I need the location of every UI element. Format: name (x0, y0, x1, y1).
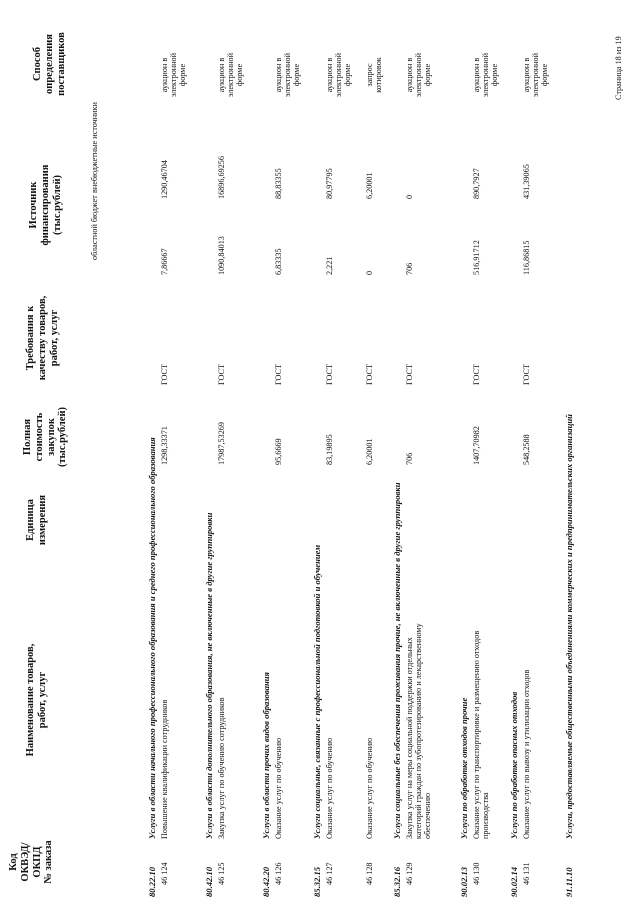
row-name-line: Оказание услуг по обучению (325, 737, 334, 839)
row-extra-budget: 0 (405, 194, 414, 199)
row-name (405, 623, 433, 839)
header-method (32, 8, 67, 120)
row-method-line: аукцион в (274, 57, 283, 93)
row-requirement: ГОСТ (405, 363, 414, 385)
row-method (160, 35, 188, 115)
row-method-line: электронной (414, 52, 424, 98)
row-requirement: ГОСТ (522, 363, 531, 385)
group-title: Услуги в области дополнительного образования, не включенные в другие группировки (204, 512, 214, 839)
header-source (28, 140, 63, 270)
row-cost: 548,2588 (522, 434, 531, 465)
row-method-line: аукцион в (160, 57, 169, 93)
header-source-extra: внебюджетные источники (90, 102, 99, 193)
row-cost: 1407,70982 (472, 426, 481, 465)
row-method (365, 35, 383, 115)
row-requirement: ГОСТ (365, 363, 374, 385)
header-code (8, 823, 55, 901)
row-order-number: 46 128 (365, 862, 374, 885)
row-method-line: электронной (226, 52, 236, 98)
row-method-line: аукцион в (522, 57, 531, 93)
row-order-number: 46 129 (405, 862, 414, 885)
row-method-line: котировок (374, 57, 384, 93)
header-source-line: (тыс.рублей) (51, 174, 63, 236)
header-method-line: Способ (32, 46, 43, 82)
header-source-line: Источник (28, 181, 39, 229)
row-order-number: 46 127 (325, 862, 334, 885)
header-unit (25, 485, 49, 555)
row-method-line: форме (178, 63, 188, 87)
group-code: 80.42.10 (204, 866, 214, 897)
row-method-line: форме (343, 63, 353, 87)
row-order-number: 46 131 (522, 862, 531, 885)
header-code-line: ОКПД (31, 846, 43, 878)
row-cost: 95,6669 (274, 438, 283, 465)
row-method-line: аукцион в (217, 57, 226, 93)
footer-page-number: Страница 18 из 19 (614, 36, 623, 100)
group-title: Услуги по обработке опасных отходов (509, 691, 519, 839)
row-method (274, 35, 302, 115)
header-code-line: Код (8, 853, 19, 871)
row-requirement: ГОСТ (472, 363, 481, 385)
row-cost: 6,20001 (365, 438, 374, 465)
row-name-line: Закупка услуг на меры социальной поддержки отдельных (405, 637, 414, 839)
header-requirements (25, 283, 60, 393)
row-name (365, 738, 374, 839)
group-title: Услуги в области начального профессионального образования и среднего профессионального образования (147, 437, 157, 839)
row-order-number: 46 126 (274, 862, 283, 885)
header-requirements-line: Требования к (25, 305, 36, 371)
row-cost: 706 (405, 452, 414, 465)
row-method-line: форме (423, 63, 433, 87)
row-method (217, 35, 245, 115)
header-code-line: № заказа (43, 840, 55, 884)
group-code: 80.22.10 (147, 866, 157, 897)
row-requirement: ГОСТ (160, 363, 169, 385)
row-name (217, 698, 226, 839)
row-name-line: Оказание услуг по вывозу и утилизации отходов (522, 669, 531, 839)
header-requirements-line: работ, услуг (48, 309, 60, 367)
row-method-line: запрос (365, 63, 374, 87)
header-code-line: ОКВЭД/ (19, 842, 31, 882)
row-method (522, 35, 550, 115)
row-method-line: электронной (481, 52, 491, 98)
row-extra-budget: 1290,46704 (160, 160, 169, 199)
header-cost (22, 397, 69, 477)
header-source-line: финансирования (39, 164, 51, 246)
group-title: Услуги социальные без обеспечения проживания прочие, не включенные в другие группировки (392, 482, 402, 839)
row-extra-budget: 80,97795 (325, 168, 334, 199)
row-extra-budget: 890,7927 (472, 168, 481, 199)
row-method-line: электронной (283, 52, 293, 98)
group-code: 90.02.13 (459, 866, 469, 897)
row-method-line: электронной (334, 52, 344, 98)
row-name-line: Повышение квалификации сотрудников (160, 699, 169, 839)
header-cost-line: Полная (22, 418, 33, 456)
row-method-line: форме (540, 63, 550, 87)
row-method-line: электронной (169, 52, 179, 98)
row-name-line: обеспечению (423, 792, 433, 839)
row-regional-budget: 706 (405, 262, 414, 275)
header-unit-line: Единица (25, 499, 36, 541)
row-method-line: форме (235, 63, 245, 87)
row-name (472, 631, 490, 839)
row-regional-budget: 116,86815 (522, 240, 531, 275)
row-cost: 17987,53269 (217, 422, 226, 465)
row-extra-budget: 431,39065 (522, 164, 531, 199)
row-extra-budget: 16896,69256 (217, 156, 226, 199)
row-name-line: Оказание услуг по обучению (274, 737, 283, 839)
row-regional-budget: 6,83335 (274, 248, 283, 275)
row-requirement: ГОСТ (217, 363, 226, 385)
header-unit-line: измерения (36, 494, 48, 546)
row-regional-budget: 7,86667 (160, 248, 169, 275)
header-requirements-line: качеству товаров, (36, 295, 48, 381)
row-method (472, 35, 500, 115)
row-regional-budget: 2,221 (325, 256, 334, 275)
row-regional-budget: 0 (365, 270, 374, 275)
group-title: Услуги, предоставляемые общественными объединениями коммерческих и предпринимательских организаций (564, 414, 574, 839)
row-requirement: ГОСТ (274, 363, 283, 385)
group-code: 90.02.14 (509, 866, 519, 897)
row-name-line: категорий граждан по зубопротезированию и лекарственному (414, 623, 424, 839)
header-cost-line: стоимость (33, 412, 45, 462)
group-code: 85.32.15 (312, 866, 322, 897)
header-name (25, 605, 49, 795)
header-name-line: Наименование товаров, (25, 643, 36, 757)
row-method-line: электронной (531, 52, 541, 98)
group-title: Услуги социальные, связанные с профессиональной подготовкой и обучением (312, 544, 322, 839)
row-regional-budget: 1090,84013 (217, 236, 226, 275)
row-order-number: 46 130 (472, 862, 481, 885)
row-method-line: аукцион в (472, 57, 481, 93)
row-name (160, 700, 169, 839)
row-name (274, 738, 283, 839)
row-order-number: 46 125 (217, 862, 226, 885)
header-cost-line: закупок (45, 418, 57, 456)
header-cost-line: (тыс.рублей) (57, 406, 69, 468)
row-method (405, 35, 433, 115)
header-source-regional: областной бюджет (90, 195, 99, 260)
row-name (522, 670, 531, 839)
header-name-line: работ, услуг (36, 671, 48, 729)
row-name-line: Оказание услуг по транспортировке и размещению отходов (472, 630, 481, 839)
row-name-line: Закупка услуг по обучению сотрудников (217, 697, 226, 839)
header-method-line: поставщиков (55, 32, 67, 96)
row-method-line: форме (490, 63, 500, 87)
group-title: Услуги по обработке отходов прочие (459, 697, 469, 839)
row-method-line: аукцион в (405, 57, 414, 93)
row-method (325, 35, 353, 115)
row-requirement: ГОСТ (325, 363, 334, 385)
group-code: 80.42.20 (261, 866, 271, 897)
row-name (325, 738, 334, 839)
row-extra-budget: 6,20001 (365, 172, 374, 199)
header-method-line: определения (43, 34, 55, 94)
row-name-line: производства (481, 792, 491, 839)
row-order-number: 46 124 (160, 862, 169, 885)
row-name-line: Оказание услуг по обучению (365, 737, 374, 839)
group-title: Услуги в области прочих видов образования (261, 672, 271, 839)
group-code: 91.11.10 (564, 867, 574, 897)
row-extra-budget: 88,83355 (274, 168, 283, 199)
row-cost: 83,19895 (325, 434, 334, 465)
row-method-line: аукцион в (325, 57, 334, 93)
row-method-line: форме (292, 63, 302, 87)
row-regional-budget: 516,91712 (472, 240, 481, 275)
row-cost: 1298,33371 (160, 426, 169, 465)
group-code: 85.32.16 (392, 866, 402, 897)
